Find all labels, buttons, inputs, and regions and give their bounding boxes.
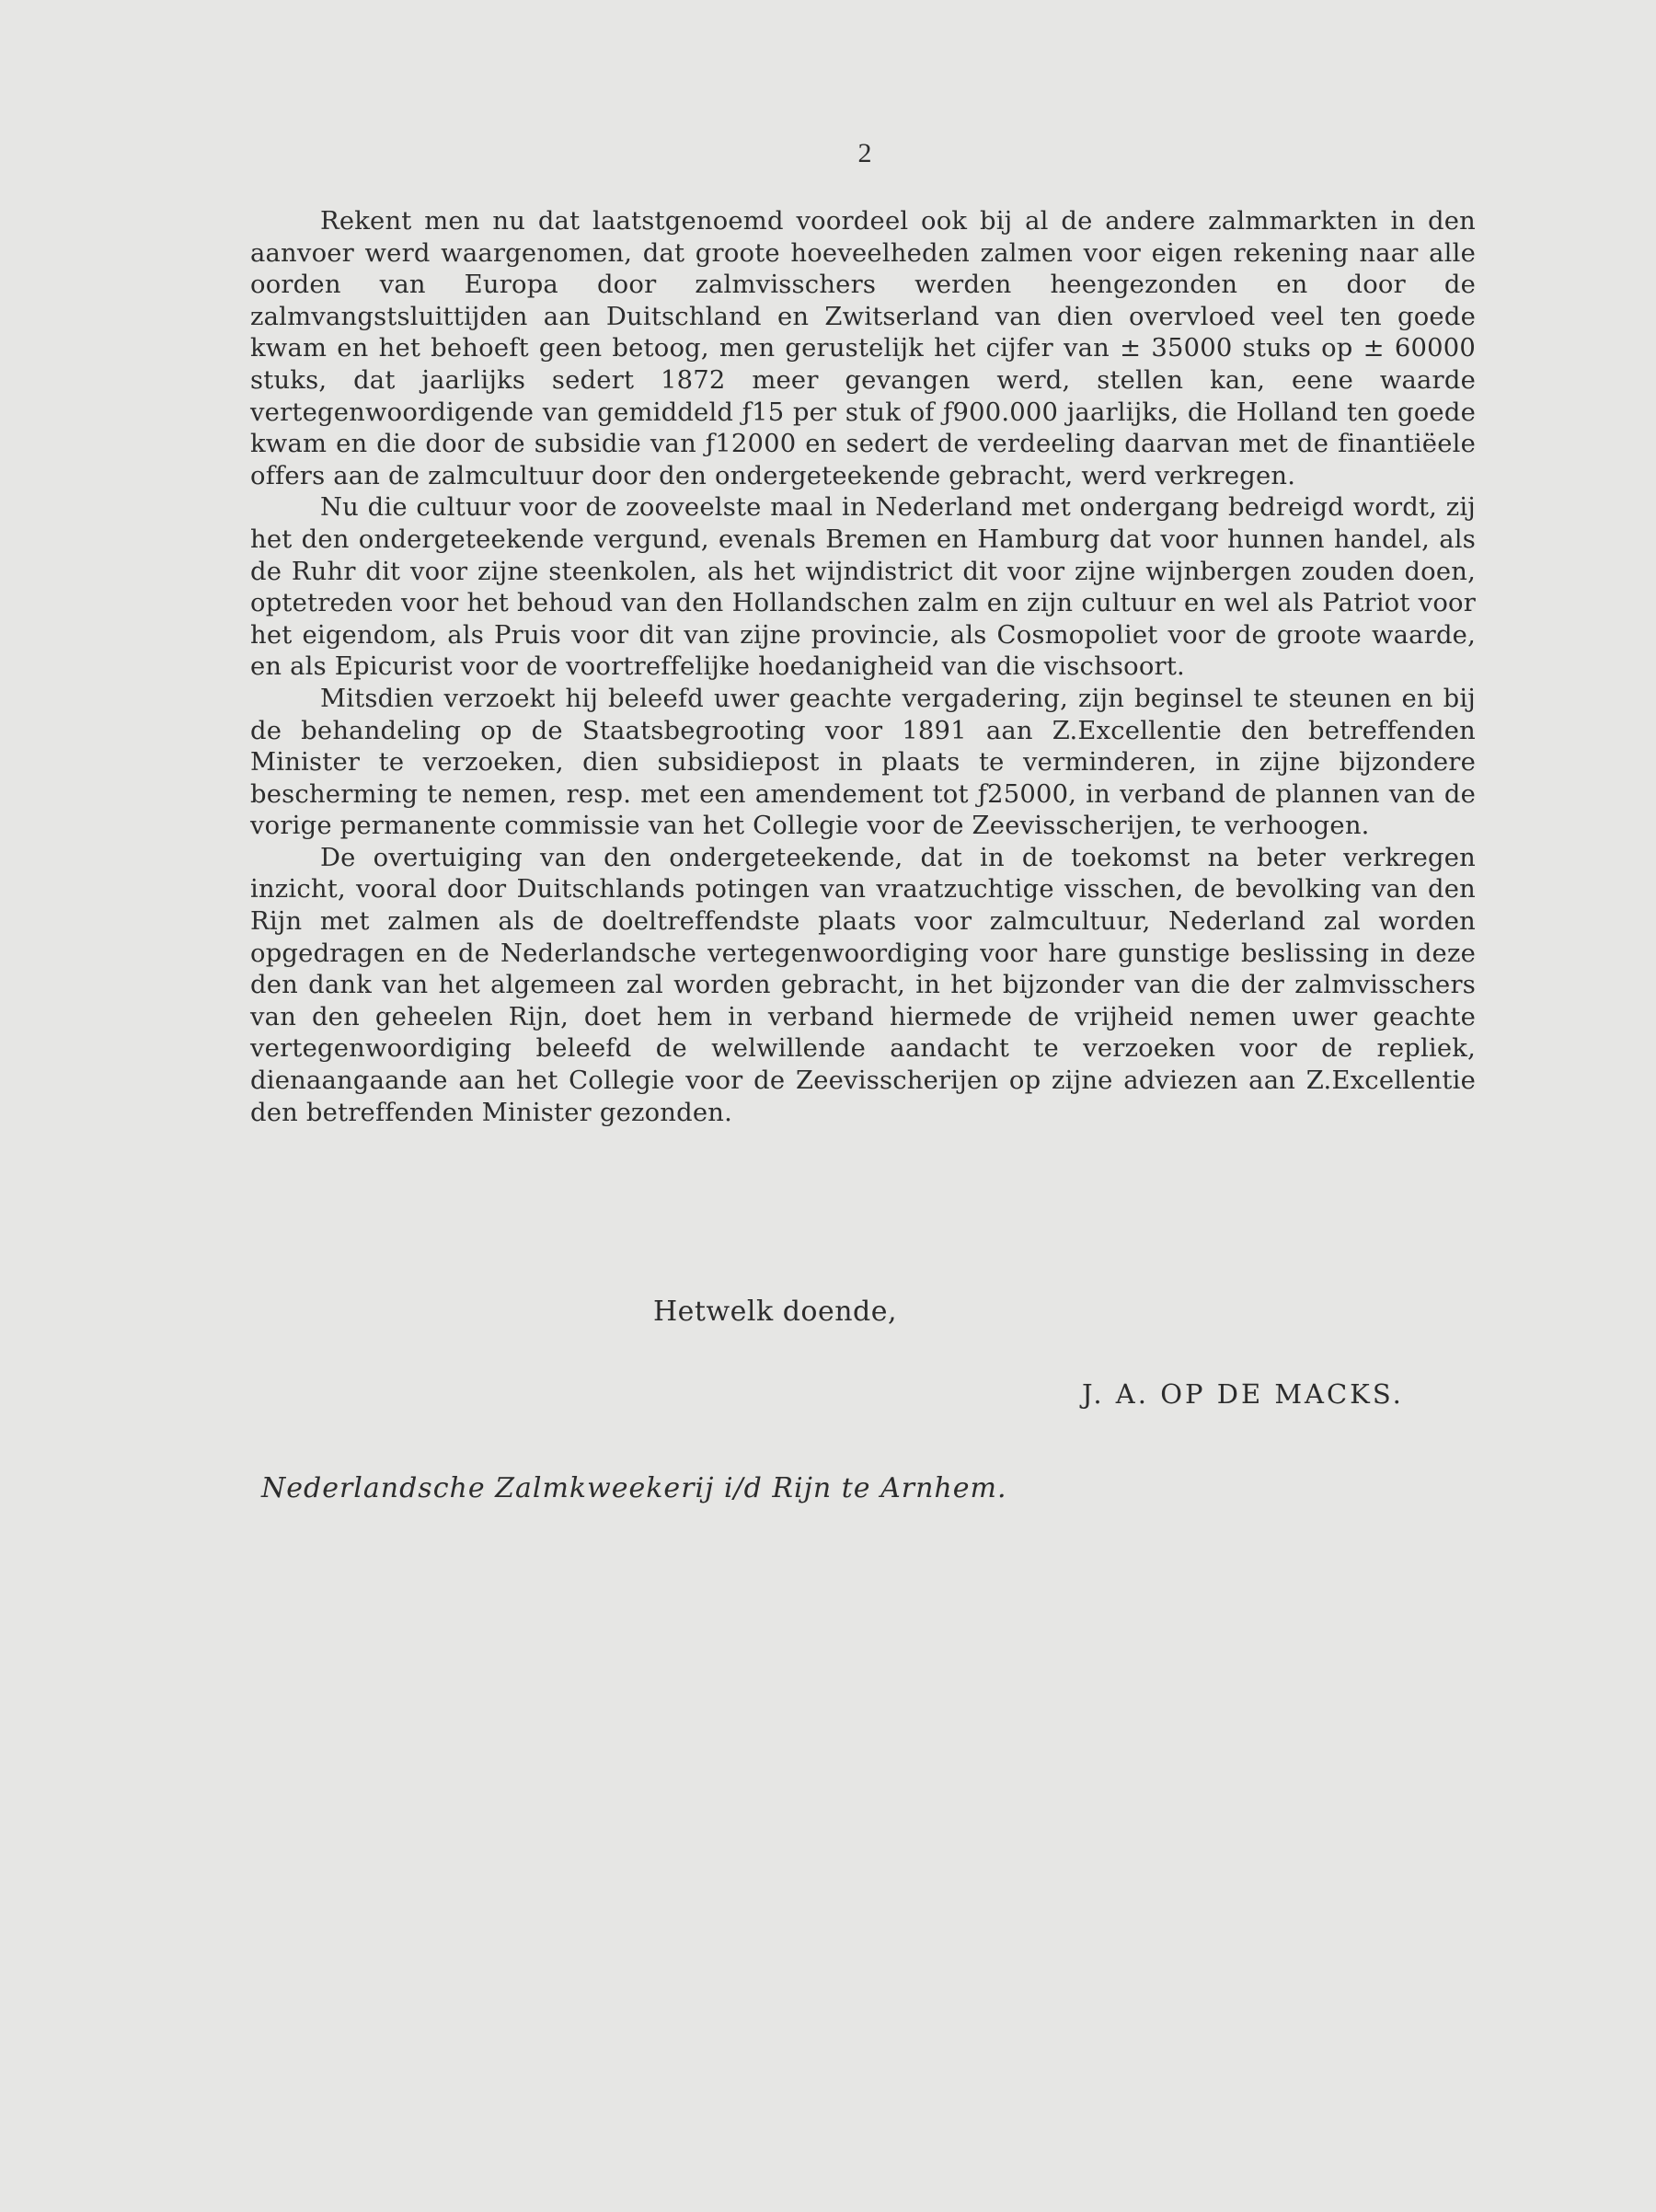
paragraph-4: De overtuiging van den ondergeteekende, dat in de toekomst na beter verkregen inzicht, vooral door Duitschlands potingen van vraatzuchtige visschen, de bevolking van den Rijn met zalmen als de doeltreffendste plaats voor zalmcultuur, Nederland zal worden opgedragen en de Nederlandsche vertegenwoordiging voor hare gunstige beslissing in deze den dank van het algemeen zal worden gebracht, in het bijzonder van die der zalmvisschers van den geheelen Rijn, doet hem in verband hiermede de vrijheid nemen uwer geachte vertegenwoordiging beleefd de welwillende aandacht te verzoeken voor de repliek, dienaangaande aan het Collegie voor de Zeevisscherijen op zijne adviezen aan Z.Excellentie den betreffenden Minister gezonden.	[250, 843, 1476, 1127]
body-text	[250, 206, 1476, 1129]
sender-address: Nederlandsche Zalmkweekerij i/d Rijn te Arnhem.	[261, 1472, 1007, 1504]
closing-phrase: Hetwelk doende,	[653, 1296, 898, 1328]
page-number: 2	[857, 138, 872, 168]
paragraph-2: Nu die cultuur voor de zooveelste maal in Nederland met ondergang bedreigd wordt, zij het den ondergeteekende vergund, evenals Bremen en Hamburg dat voor hunnen handel, als de Ruhr dit voor zijne steenkolen, als het wijndistrict dit voor zijne wijnbergen zouden doen, optetreden voor het behoud van den Hollandschen zalm en zijn cultuur en wel als Patriot voor het eigendom, als Pruis voor dit van zijne provincie, als Cosmopoliet voor de groote waarde, en als Epicurist voor de voortreffelijke hoedanigheid van die vischsoort.	[250, 493, 1476, 682]
paragraph-3: Mitsdien verzoekt hij beleefd uwer geachte vergadering, zijn beginsel te steunen en bij de behandeling op de Staatsbegrooting voor 1891 aan Z.Excellentie den betreffenden Minister te verzoeken, dien subsidiepost in plaats te verminderen, in zijne bijzondere bescherming te nemen, resp. met een amendement tot ƒ25000, in verband de plannen van de vorige permanente commissie van het Collegie voor de Zeevisscherijen, te verhoogen.	[250, 684, 1476, 841]
paragraph-1: Rekent men nu dat laatstgenoemd voordeel ook bij al de andere zalmmarkten in den aanvoer werd waargenomen, dat groote hoeveelheden zalmen voor eigen rekening naar alle oorden van Europa door zalmvisschers werden heengezonden en door de zalmvangstsluittijden aan Duitschland en Zwitserland van dien overvloed veel ten goede kwam en het behoeft geen betoog, men gerustelijk het cijfer van ± 35000 stuks op ± 60000 stuks, dat jaarlijks sedert 1872 meer gevangen werd, stellen kan, eene waarde vertegenwoordigende van gemiddeld ƒ15 per stuk of ƒ900.000 jaarlijks, die Holland ten goede kwam en die door de subsidie van ƒ12000 en sedert de verdeeling daarvan met de finantiëele offers aan de zalmcultuur door den ondergeteekende gebracht, werd verkregen.	[250, 207, 1476, 490]
signature: J. A. OP DE MACKS.	[1082, 1378, 1404, 1410]
